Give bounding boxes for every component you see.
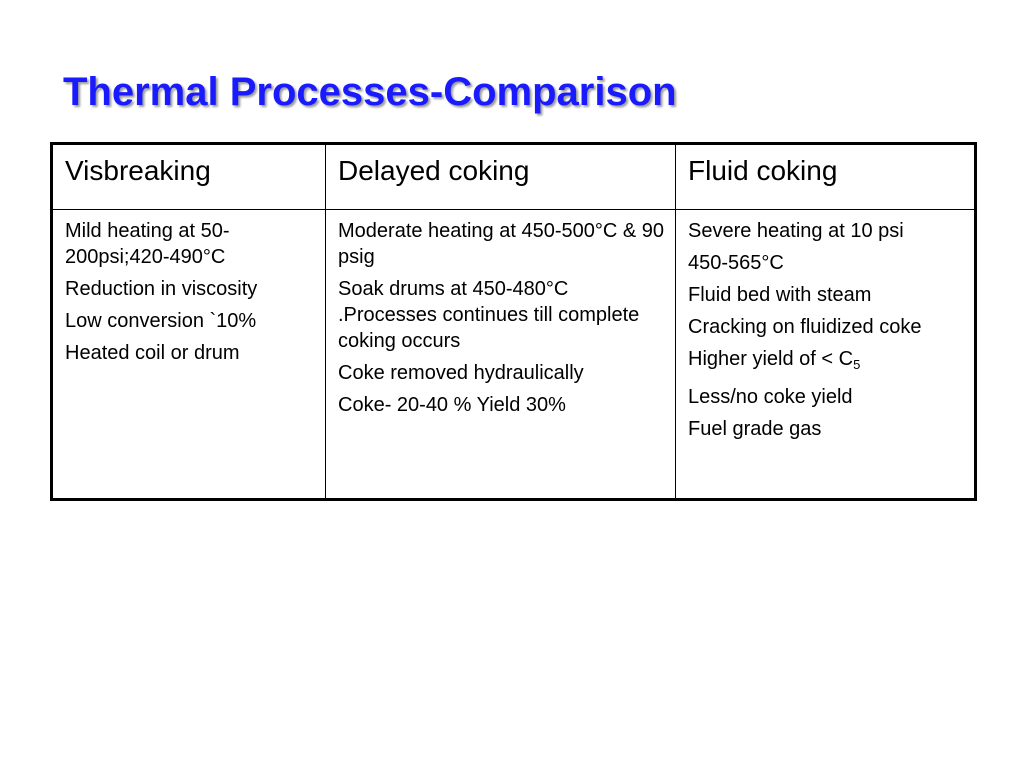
delayed-coking-item: Coke- 20-40 % Yield 30% [338, 394, 566, 416]
visbreaking-item: Low conversion `10% [65, 310, 257, 332]
delayed-coking-cell [326, 210, 676, 500]
fluid-coking-item: Severe heating at 10 psi [688, 220, 904, 242]
header-delayed-coking: Delayed coking [326, 144, 676, 210]
fluid-coking-item: Fluid bed with steam [688, 284, 872, 306]
higher-yield-subscript: 5 [853, 357, 861, 372]
fluid-coking-item: Fuel grade gas [688, 418, 822, 440]
visbreaking-cell [52, 210, 326, 500]
table-row [52, 210, 976, 500]
fluid-coking-higher-yield [688, 346, 964, 378]
visbreaking-item: Heated coil or drum [65, 342, 240, 364]
fluid-coking-cell [676, 210, 976, 500]
slide-title: Thermal Processes-Comparison [63, 70, 677, 114]
fluid-coking-item: Less/no coke yield [688, 386, 853, 408]
fluid-coking-item: Cracking on fluidized coke [688, 316, 922, 338]
comparison-table [50, 142, 977, 501]
higher-yield-text: Higher yield of < C [688, 348, 854, 370]
visbreaking-item: Mild heating at 50-200psi;420-490°C [65, 220, 230, 268]
delayed-coking-item: Moderate heating at 450-500°C & 90 psig [338, 220, 664, 268]
delayed-coking-item: Soak drums at 450-480°C .Processes continues till complete coking occurs [338, 278, 640, 352]
fluid-coking-item: 450-565°C [688, 252, 784, 274]
header-visbreaking: Visbreaking [52, 144, 326, 210]
header-fluid-coking: Fluid coking [676, 144, 976, 210]
delayed-coking-item: Coke removed hydraulically [338, 362, 584, 384]
visbreaking-item: Reduction in viscosity [65, 278, 258, 300]
table-header-row [52, 144, 976, 210]
